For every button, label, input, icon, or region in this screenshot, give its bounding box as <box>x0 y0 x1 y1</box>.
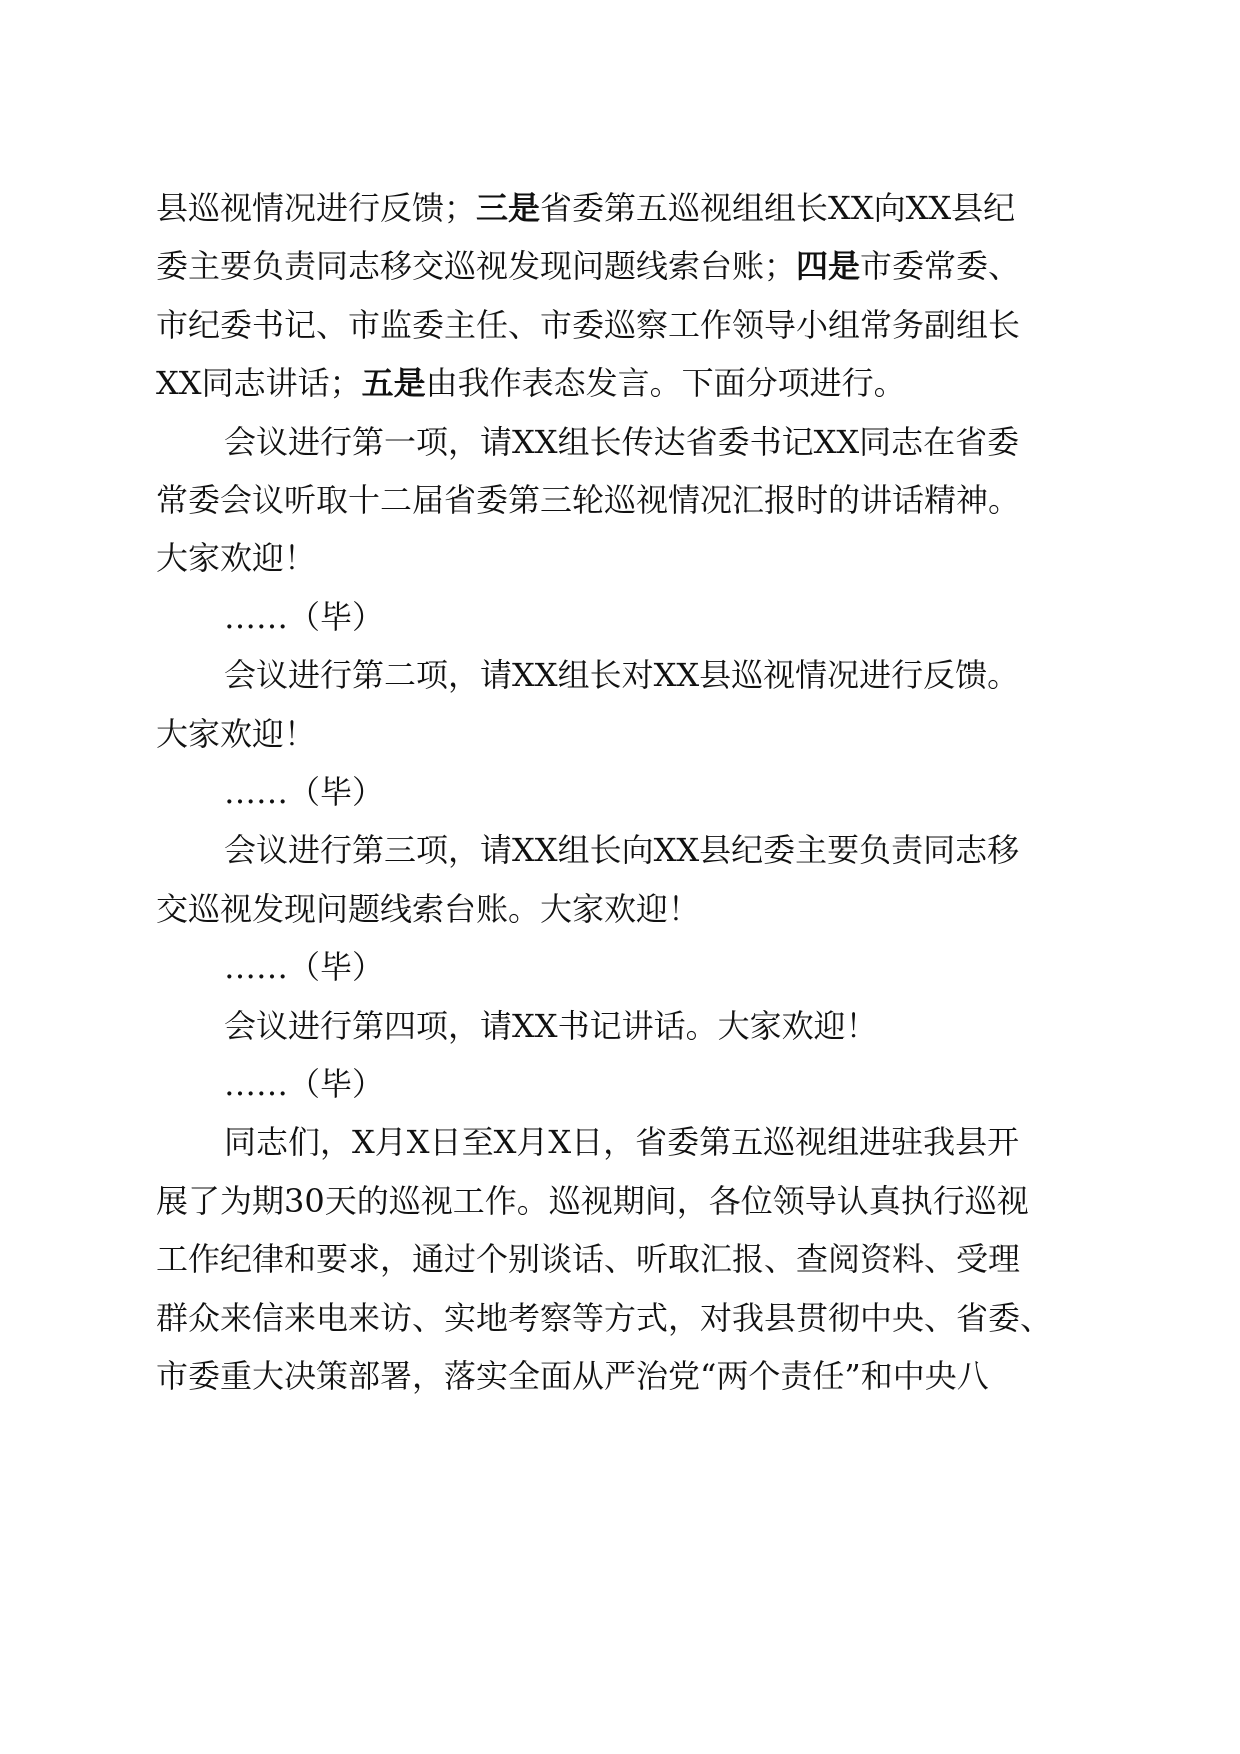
text-line: 工作纪律和要求，通过个别谈话、听取汇报、查阅资料、受理 <box>156 1240 1021 1278</box>
text-line: ……（毕） <box>224 598 385 636</box>
text-line: 交巡视发现问题线索台账。大家欢迎！ <box>156 890 701 928</box>
text-line: 同志们，X月X日至X月X日，省委第五巡视组进驻我县开 <box>224 1123 1020 1161</box>
text-run: XX同志讲话； <box>156 364 362 402</box>
text-line: 会议进行第一项，请XX组长传达省委书记XX同志在省委 <box>224 423 1020 461</box>
text-line: ……（毕） <box>224 1065 385 1103</box>
bold-text-run: 五是 <box>361 364 426 402</box>
text-line <box>156 176 1015 240</box>
text-line: ……（毕） <box>224 773 385 811</box>
text-line: 常委会议听取十二届省委第三轮巡视情况汇报时的讲话精神。 <box>156 481 1021 519</box>
text-run: 委主要负责同志移交巡视发现问题线索台账； <box>156 247 797 285</box>
text-line: 市纪委书记、市监委主任、市委巡察工作领导小组常务副组长 <box>156 306 1021 344</box>
text-line: ……（毕） <box>224 948 385 986</box>
text-line <box>156 351 906 415</box>
bold-text-run: 四是 <box>796 247 861 285</box>
text-run: 由我作表态发言。下面分项进行。 <box>425 364 906 402</box>
text-line <box>156 234 1020 298</box>
text-line: 大家欢迎！ <box>156 715 317 753</box>
text-run: 省委第五巡视组组长XX向XX县纪 <box>540 189 1016 227</box>
text-run: 县巡视情况进行反馈； <box>156 189 477 227</box>
text-line: 大家欢迎！ <box>156 539 317 577</box>
text-line: 会议进行第三项，请XX组长向XX县纪委主要负责同志移 <box>224 831 1020 869</box>
text-run: 市委常委、 <box>860 247 1021 285</box>
text-line: 市委重大决策部署，落实全面从严治党“两个责任”和中央八 <box>156 1357 989 1395</box>
text-line: 会议进行第四项，请XX书记讲话。大家欢迎！ <box>224 1007 878 1045</box>
text-line: 会议进行第二项，请XX组长对XX县巡视情况进行反馈。 <box>224 656 1020 694</box>
text-line: 群众来信来电来访、实地考察等方式，对我县贯彻中央、省委、 <box>156 1299 1053 1337</box>
bold-text-run: 三是 <box>476 189 541 227</box>
text-line: 展了为期30天的巡视工作。巡视期间，各位领导认真执行巡视 <box>156 1182 1029 1220</box>
